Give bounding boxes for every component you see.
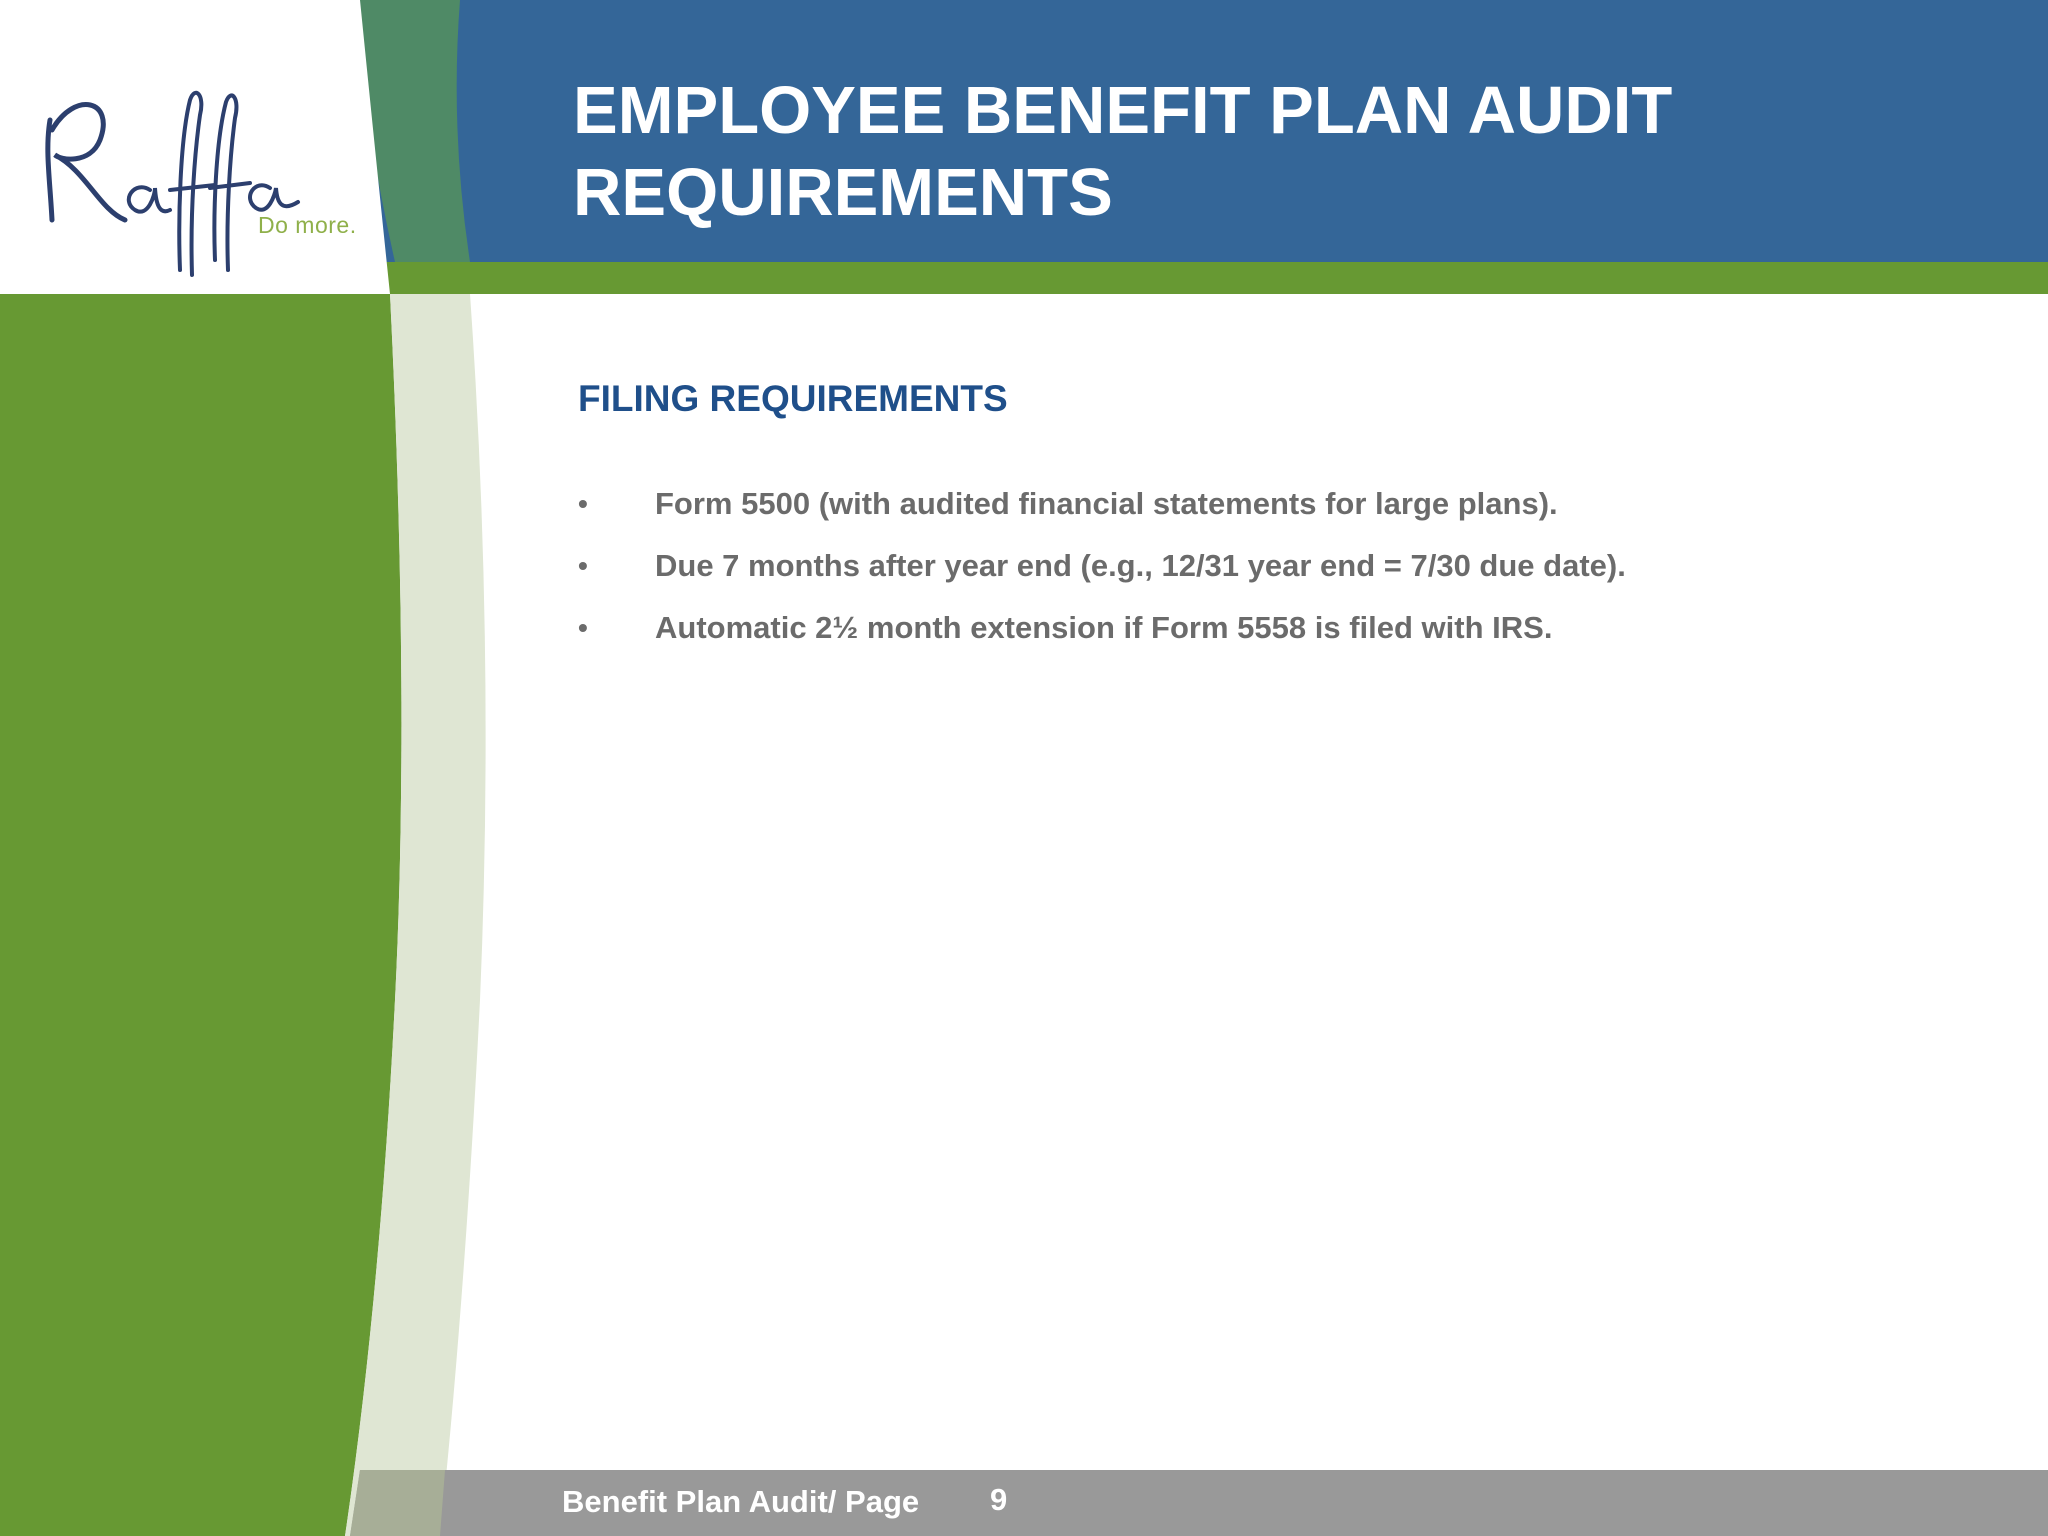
bullet-text: Due 7 months after year end (e.g., 12/31 year end = 7/30 due date). — [655, 548, 1626, 583]
footer-label: Benefit Plan Audit/ Page — [562, 1484, 920, 1519]
footer-left-fade — [350, 1470, 445, 1536]
bullet-text: Form 5500 (with audited financial statements for large plans). — [655, 486, 1558, 521]
bullet-text: Automatic 2½ month extension if Form 5558 is filed with IRS. — [655, 610, 1553, 645]
bullet-item — [578, 542, 1998, 604]
raffa-logo — [30, 70, 370, 280]
left-green-panel — [0, 294, 401, 1536]
raffa-script-mark — [30, 70, 370, 280]
page-number: 9 — [990, 1482, 1008, 1517]
slide-title-line-2: REQUIREMENTS — [573, 155, 1113, 230]
bullet-item — [578, 604, 1998, 666]
bullet-list — [578, 480, 1998, 666]
bullet-marker: • — [578, 550, 588, 581]
bullet-item — [578, 480, 1998, 542]
bullet-marker: • — [578, 488, 588, 519]
bullet-marker: • — [578, 612, 588, 643]
slide-title — [573, 70, 1973, 234]
logo-tagline: Do more. — [258, 212, 357, 238]
section-heading: FILING REQUIREMENTS — [578, 378, 1008, 419]
slide-title-line-1: EMPLOYEE BENEFIT PLAN AUDIT — [573, 73, 1673, 148]
